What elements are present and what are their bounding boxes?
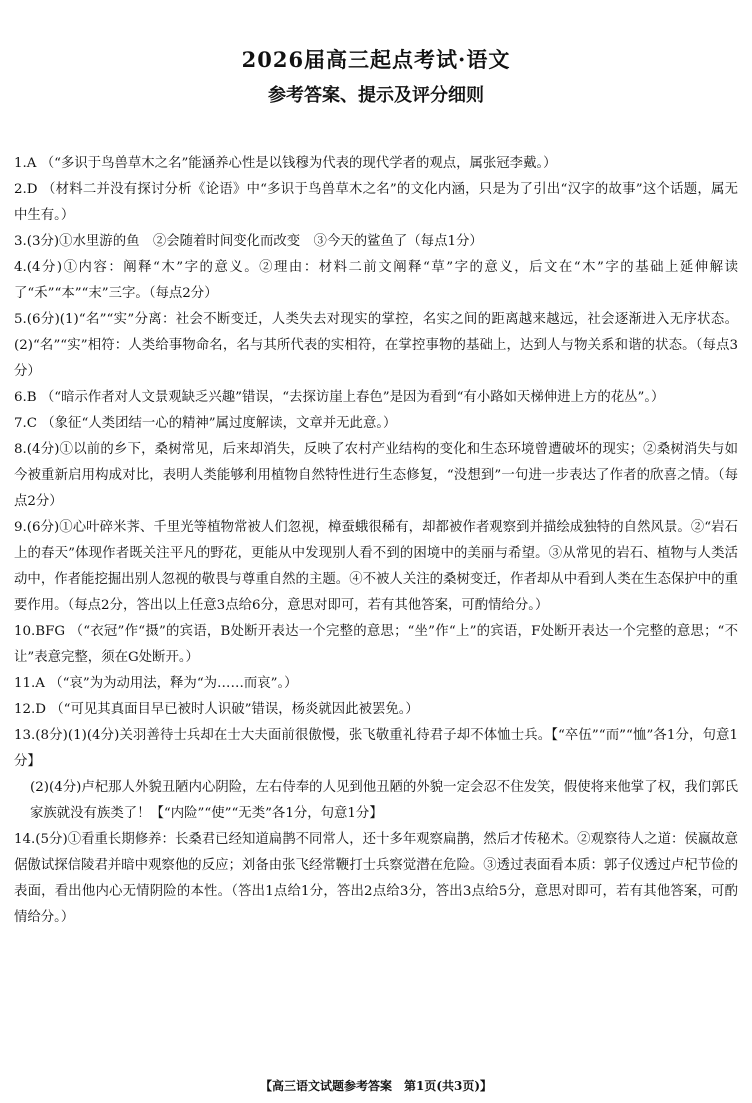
- page-title: 2026届高三起点考试·语文: [241, 47, 511, 72]
- answer-item-8: 8.(4分)①以前的乡下，桑树常见，后来却消失，反映了农村产业结构的变化和生态环境曾遭破坏的现实；②桑树消失与如今被重新启用构成对比，表明人类能够利用植物自然特性进行生态修复，“没想到”一句进一步表达了作者的欣喜之情。（每点2分）: [14, 442, 738, 509]
- page-footer: 【高三语文试题参考答案 第1页(共3页)】: [259, 1079, 493, 1093]
- answer-item-5: 5.(6分)(1)“名”“实”分离：社会不断变迁，人类失去对现实的掌控，名实之间的距离越来越远，社会逐渐进入无序状态。(2)“名”“实”相符：人类给事物命名，名与其所代表的实相符，在掌控事物的基础上，达到人与物关系和谐的状态。（每点3分）: [14, 312, 738, 379]
- answer-item-10: 10.BFG （“衣冠”作“摄”的宾语，B处断开表达一个完整的意思；“坐”作“上”的宾语，F处断开表达一个完整的意思；“不让”表意完整，须在G处断开。）: [14, 624, 738, 665]
- answer-item-9: 9.(6分)①心叶碎米荠、千里光等植物常被人们忽视，樟蚕蛾很稀有，却都被作者观察到并描绘成独特的自然风景。②“岩石上的春天”体现作者既关注平凡的野花，更能从中发现别人看不到的困境中的美丽与希望。③从常见的岩石、植物与人类活动中，作者能挖掘出别人忽视的敬畏与尊重自然的主题。④不被人关注的桑树变迁，作者却从中看到人类在生态保护中的重要作用。（每点2分，答出以上任意3点给6分，意思对即可，若有其他答案，可酌情给分。）: [14, 520, 738, 613]
- answer-item-6: 6.B （“暗示作者对人文景观缺乏兴趣”错误，“去探访崖上春色”是因为看到“有小路如天梯伸进上方的花丛”。）: [14, 390, 665, 405]
- answer-item-3: 3.(3分)①水里游的鱼 ②会随着时间变化而改变 ③今天的鲨鱼了（每点1分）: [14, 234, 483, 249]
- answer-list: [14, 151, 738, 931]
- answer-item-14: 14.(5分)①看重长期修养：长桑君已经知道扁鹊不同常人，还十多年观察扁鹊，然后才传秘术。②观察待人之道：侯嬴故意倨傲试探信陵君并暗中观察他的反应；刘备由张飞经常鞭打士兵察觉潜在危险。③透过表面看本质：郭子仪透过卢杞节俭的表面，看出他内心无情阴险的本性。（答出1点给1分，答出2点给3分，答出3点给5分，意思对即可，若有其他答案，可酌情给分。）: [14, 832, 738, 925]
- answer-item-1: 1.A （“多识于鸟兽草木之名”能涵养心性是以钱穆为代表的现代学者的观点，属张冠李戴。）: [14, 156, 557, 171]
- page-subtitle: 参考答案、提示及评分细则: [268, 85, 484, 106]
- answer-item-12: 12.D （“可见其真面目早已被时人识破”错误，杨炎就因此被罢免。）: [14, 702, 419, 717]
- answer-item-7: 7.C （象征“人类团结一心的精神”属过度解读，文章并无此意。）: [14, 416, 397, 431]
- answer-item-11: 11.A （“哀”为为动用法，释为“为……而哀”。）: [14, 676, 298, 691]
- answer-item-13-1: 13.(8分)(1)(4分)关羽善待士兵却在士大夫面前很傲慢，张飞敬重礼待君子却不体恤士兵。【“卒伍”“而”“恤”各1分，句意1分】: [14, 728, 738, 769]
- answer-item-4: 4.(4分)①内容：阐释“木”字的意义。②理由：材料二前文阐释“草”字的意义，后文在“木”字的基础上延伸解读了“禾”“本”“末”三字。（每点2分）: [14, 260, 738, 301]
- answer-item-2: 2.D （材料二并没有探讨分析《论语》中“多识于鸟兽草木之名”的文化内涵，只是为了引出“汉字的故事”这个话题，属无中生有。）: [14, 182, 738, 223]
- answer-item-13-2: (2)(4分)卢杞那人外貌丑陋内心阴险，左右侍奉的人见到他丑陋的外貌一定会忍不住发笑，假使将来他掌了权，我们郭氏家族就没有族类了！【“内险”“使”“无类”各1分，句意1分】: [30, 780, 738, 821]
